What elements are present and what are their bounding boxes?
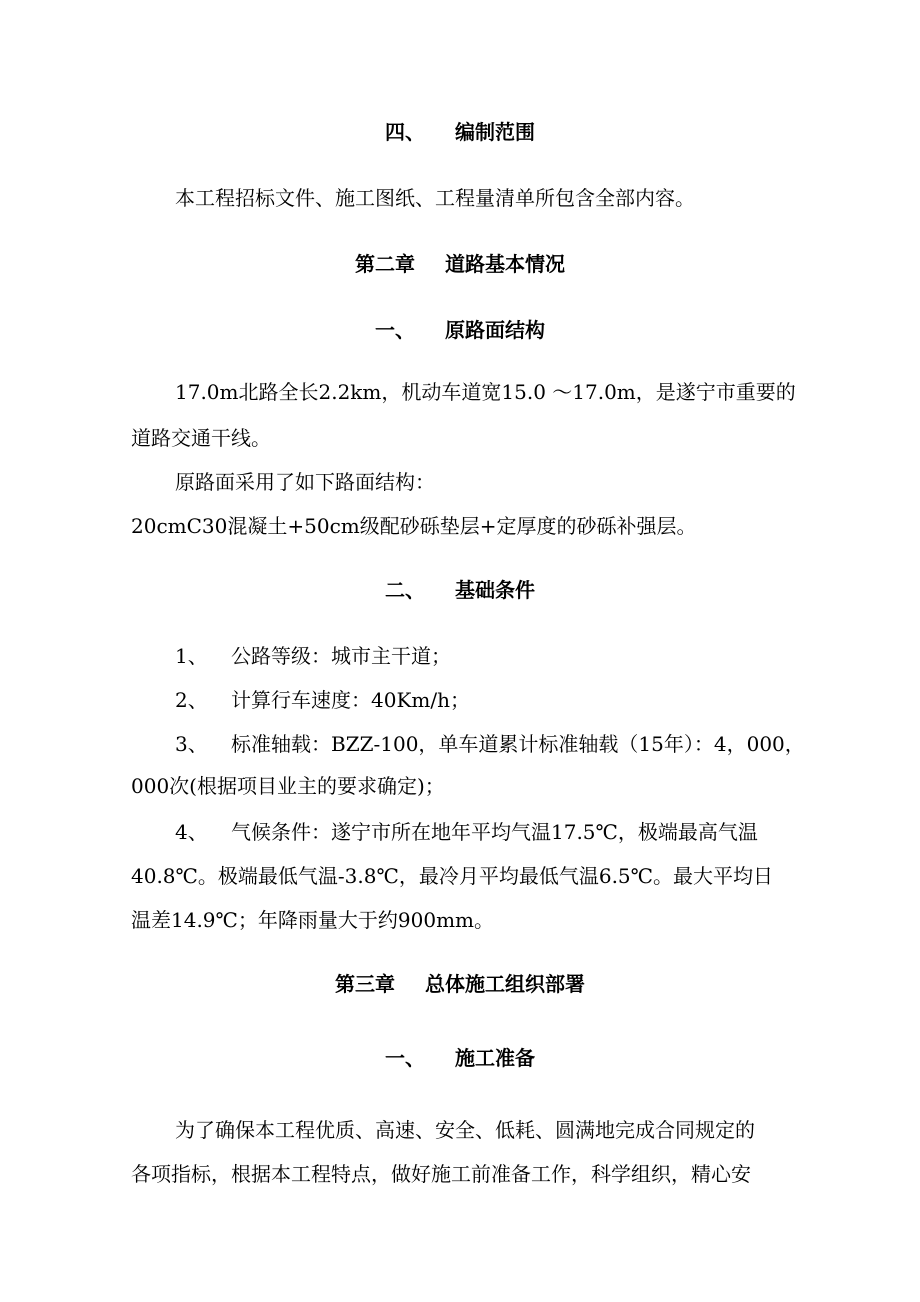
section-title: 施工准备 <box>455 1046 535 1070</box>
section-number: 一、 <box>375 318 415 342</box>
preparation-line-1: 为了确保本工程优质、高速、安全、低耗、圆满地完成合同规定的 <box>175 1118 755 1142</box>
structure-text: 20cmC30混凝土+50cm级配砂砾垫层+定厚度的砂砾补强层。 <box>131 514 697 538</box>
chapter-title: 总体施工组织部署 <box>425 972 585 996</box>
item-text: 公路等级：城市主干道； <box>231 644 451 668</box>
item-number: 1、 <box>175 644 208 668</box>
preparation-line-2: 各项指标，根据本工程特点，做好施工前准备工作，科学组织，精心安 <box>131 1162 751 1186</box>
list-item-continuation: 000次(根据项目业主的要求确定)； <box>131 774 445 798</box>
section-heading-pavement <box>0 316 920 344</box>
road-paragraph-line-2: 道路交通干线。 <box>131 426 271 450</box>
list-item <box>175 818 835 846</box>
section-title: 基础条件 <box>455 578 535 602</box>
chapter-heading-3 <box>0 970 920 998</box>
list-item <box>175 642 835 670</box>
item-text: 标准轴载：BZZ-100，单车道累计标准轴载（15年）：4，000， <box>231 732 805 756</box>
road-paragraph-line-1: 17.0m北路全长2.2km，机动车道宽15.0 ～17.0m，是遂宁市重要的 <box>175 380 796 404</box>
chapter-title: 道路基本情况 <box>445 252 565 276</box>
chapter-number: 第二章 <box>355 252 415 276</box>
list-item-continuation: 温差14.9℃；年降雨量大于约900mm。 <box>131 908 495 932</box>
chapter-number: 第三章 <box>335 972 395 996</box>
section-number: 一、 <box>385 1046 425 1070</box>
section-number: 四、 <box>385 120 425 144</box>
list-item-continuation: 40.8℃。极端最低气温-3.8℃，最冷月平均最低气温6.5℃。最大平均日 <box>131 864 774 888</box>
item-number: 4、 <box>175 820 208 844</box>
scope-paragraph: 本工程招标文件、施工图纸、工程量清单所包含全部内容。 <box>175 186 695 210</box>
item-number: 2、 <box>175 688 208 712</box>
item-number: 3、 <box>175 732 208 756</box>
section-heading-conditions <box>0 576 920 604</box>
list-item <box>175 686 835 714</box>
item-text: 计算行车速度：40Km/h； <box>231 688 470 712</box>
list-item <box>175 730 835 758</box>
section-heading-preparation <box>0 1044 920 1072</box>
section-title: 编制范围 <box>455 120 535 144</box>
item-text: 气候条件：遂宁市所在地年平均气温17.5℃，极端最高气温 <box>231 820 758 844</box>
chapter-heading-2 <box>0 250 920 278</box>
section-number: 二、 <box>385 578 425 602</box>
section-heading-scope <box>0 118 920 146</box>
section-title: 原路面结构 <box>445 318 545 342</box>
structure-intro: 原路面采用了如下路面结构： <box>175 470 435 494</box>
